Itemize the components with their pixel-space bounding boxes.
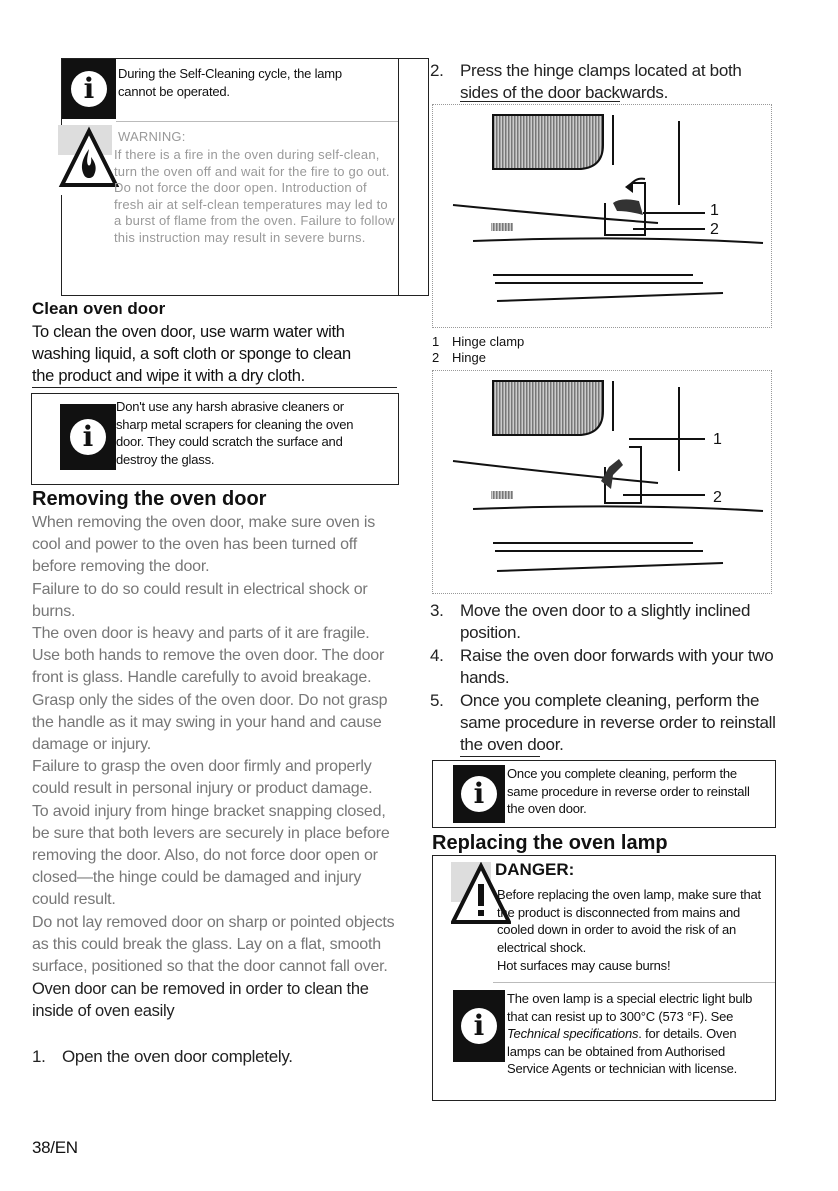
step-number: 3. <box>430 601 444 620</box>
info-icon: i <box>62 59 116 119</box>
removing-door-paragraphs <box>32 512 397 1022</box>
step-number: 4. <box>430 646 444 665</box>
legend-item: 1 Hinge clamp <box>432 334 525 349</box>
step-1 <box>32 1046 392 1070</box>
legend-item: 2 Hinge <box>432 350 486 365</box>
divider <box>116 121 398 122</box>
paragraph: Do not lay removed door on sharp or pointed objects as this could break the glass. Lay on a flat, smooth surface, positioned so that the door cannot fall over. <box>32 913 395 976</box>
removing-door-heading: Removing the oven door <box>32 488 267 510</box>
hinge-figure-1 <box>432 104 772 328</box>
danger-text-2: Hot surfaces may cause burns! <box>497 958 671 973</box>
replacing-lamp-heading: Replacing the oven lamp <box>432 832 668 854</box>
step-5 <box>430 690 780 756</box>
paragraph: Grasp only the sides of the oven door. Do not grasp the handle as it may swing in your hand and cause damage or injury. <box>32 691 388 754</box>
fire-warning-icon <box>58 125 120 195</box>
hinge-figure-2 <box>432 370 772 594</box>
danger-text: Before replacing the oven lamp, make sure that the product is disconnected from mains and cooled down in order to avoid the risk of an electrical shock. <box>497 887 761 955</box>
danger-info-box <box>432 855 776 1101</box>
paragraph: To avoid injury from hinge bracket snapping closed, be sure that both levers are securely in place before removing the door. Also, do not force door open or closed—the hinge could be damaged and injury could result. <box>32 802 390 909</box>
callout-1: 1 <box>713 431 722 448</box>
paragraph: Failure to grasp the oven door firmly and properly could result in personal injury or product damage. <box>32 758 373 798</box>
step-number: 1. <box>32 1047 46 1066</box>
danger-title: DANGER: <box>495 860 575 879</box>
info-box-cleaners <box>31 393 399 485</box>
warning-title: WARNING: <box>118 129 186 144</box>
step-text: Raise the oven door forwards with your two hands. <box>460 646 774 687</box>
technical-specifications-ref: Technical specifications <box>507 1026 639 1041</box>
hinge-illustration-2 <box>433 371 771 593</box>
info-icon: i <box>453 765 505 823</box>
step-number: 5. <box>430 691 444 710</box>
callout-2: 2 <box>713 489 722 506</box>
step-2 <box>430 60 780 104</box>
step-3 <box>430 600 780 644</box>
step-text: Press the hinge clamps located at both sides of the door backwards. <box>460 61 742 102</box>
underline <box>32 387 397 388</box>
step-4 <box>430 645 780 689</box>
figure-legend <box>432 334 524 366</box>
paragraph-dark: Oven door can be removed in order to clean the inside of oven easily <box>32 980 369 1021</box>
page-number: 38/EN <box>32 1138 78 1157</box>
warning-text: If there is a fire in the oven during self-clean, turn the oven off and wait for the fire to go out. Do not force the door open. Introduction of fresh air at self-clean temperatures may led to a burst of flame from the oven. Failure to follow this instruction may result in severe burns. <box>114 147 395 245</box>
clean-door-heading: Clean oven door <box>32 299 166 318</box>
divider <box>493 982 775 983</box>
note-reinstall: Once you complete cleaning, perform the same procedure in reverse order to reinstall the oven door. <box>507 766 750 816</box>
step-number: 2. <box>430 61 444 80</box>
note-lamp: The oven lamp is a special electric light bulb that can resist up to 300°C (573 °F). See Technical specifications. for details. Oven lamps can be obtained from Authorised Service Agents or technician with license. <box>507 991 753 1076</box>
paragraph: When removing the oven door, make sure oven is cool and power to the oven has been turned off before removing the door. <box>32 514 375 576</box>
step-text: Move the oven door to a slightly inclined position. <box>460 601 751 642</box>
paragraph: Failure to do so could result in electrical shock or burns. <box>32 580 368 620</box>
note-selfclean: During the Self-Cleaning cycle, the lamp cannot be operated. <box>118 66 342 99</box>
underline <box>460 101 620 102</box>
info-box-reinstall <box>432 760 776 828</box>
clean-door-text: To clean the oven door, use warm water with washing liquid, a soft cloth or sponge to clean the product and wipe it with a dry cloth. <box>32 323 351 385</box>
info-icon: i <box>32 404 116 470</box>
hinge-illustration-1 <box>433 105 771 327</box>
info-icon: i <box>453 990 505 1062</box>
callout-2: 2 <box>710 221 719 238</box>
step-text: Open the oven door completely. <box>62 1047 293 1066</box>
step-text: Once you complete cleaning, perform the same procedure in reverse order to reinstall the oven door. <box>460 691 776 754</box>
callout-1: 1 <box>710 202 719 219</box>
info-box-selfclean <box>61 58 399 296</box>
underline <box>460 756 540 757</box>
note-cleaners: Don't use any harsh abrasive cleaners or sharp metal scrapers for cleaning the oven door. They could scratch the surface and destroy the glass. <box>116 399 354 467</box>
paragraph: The oven door is heavy and parts of it are fragile. Use both hands to remove the oven door. The door front is glass. Handle carefully to avoid breakage. <box>32 625 385 687</box>
